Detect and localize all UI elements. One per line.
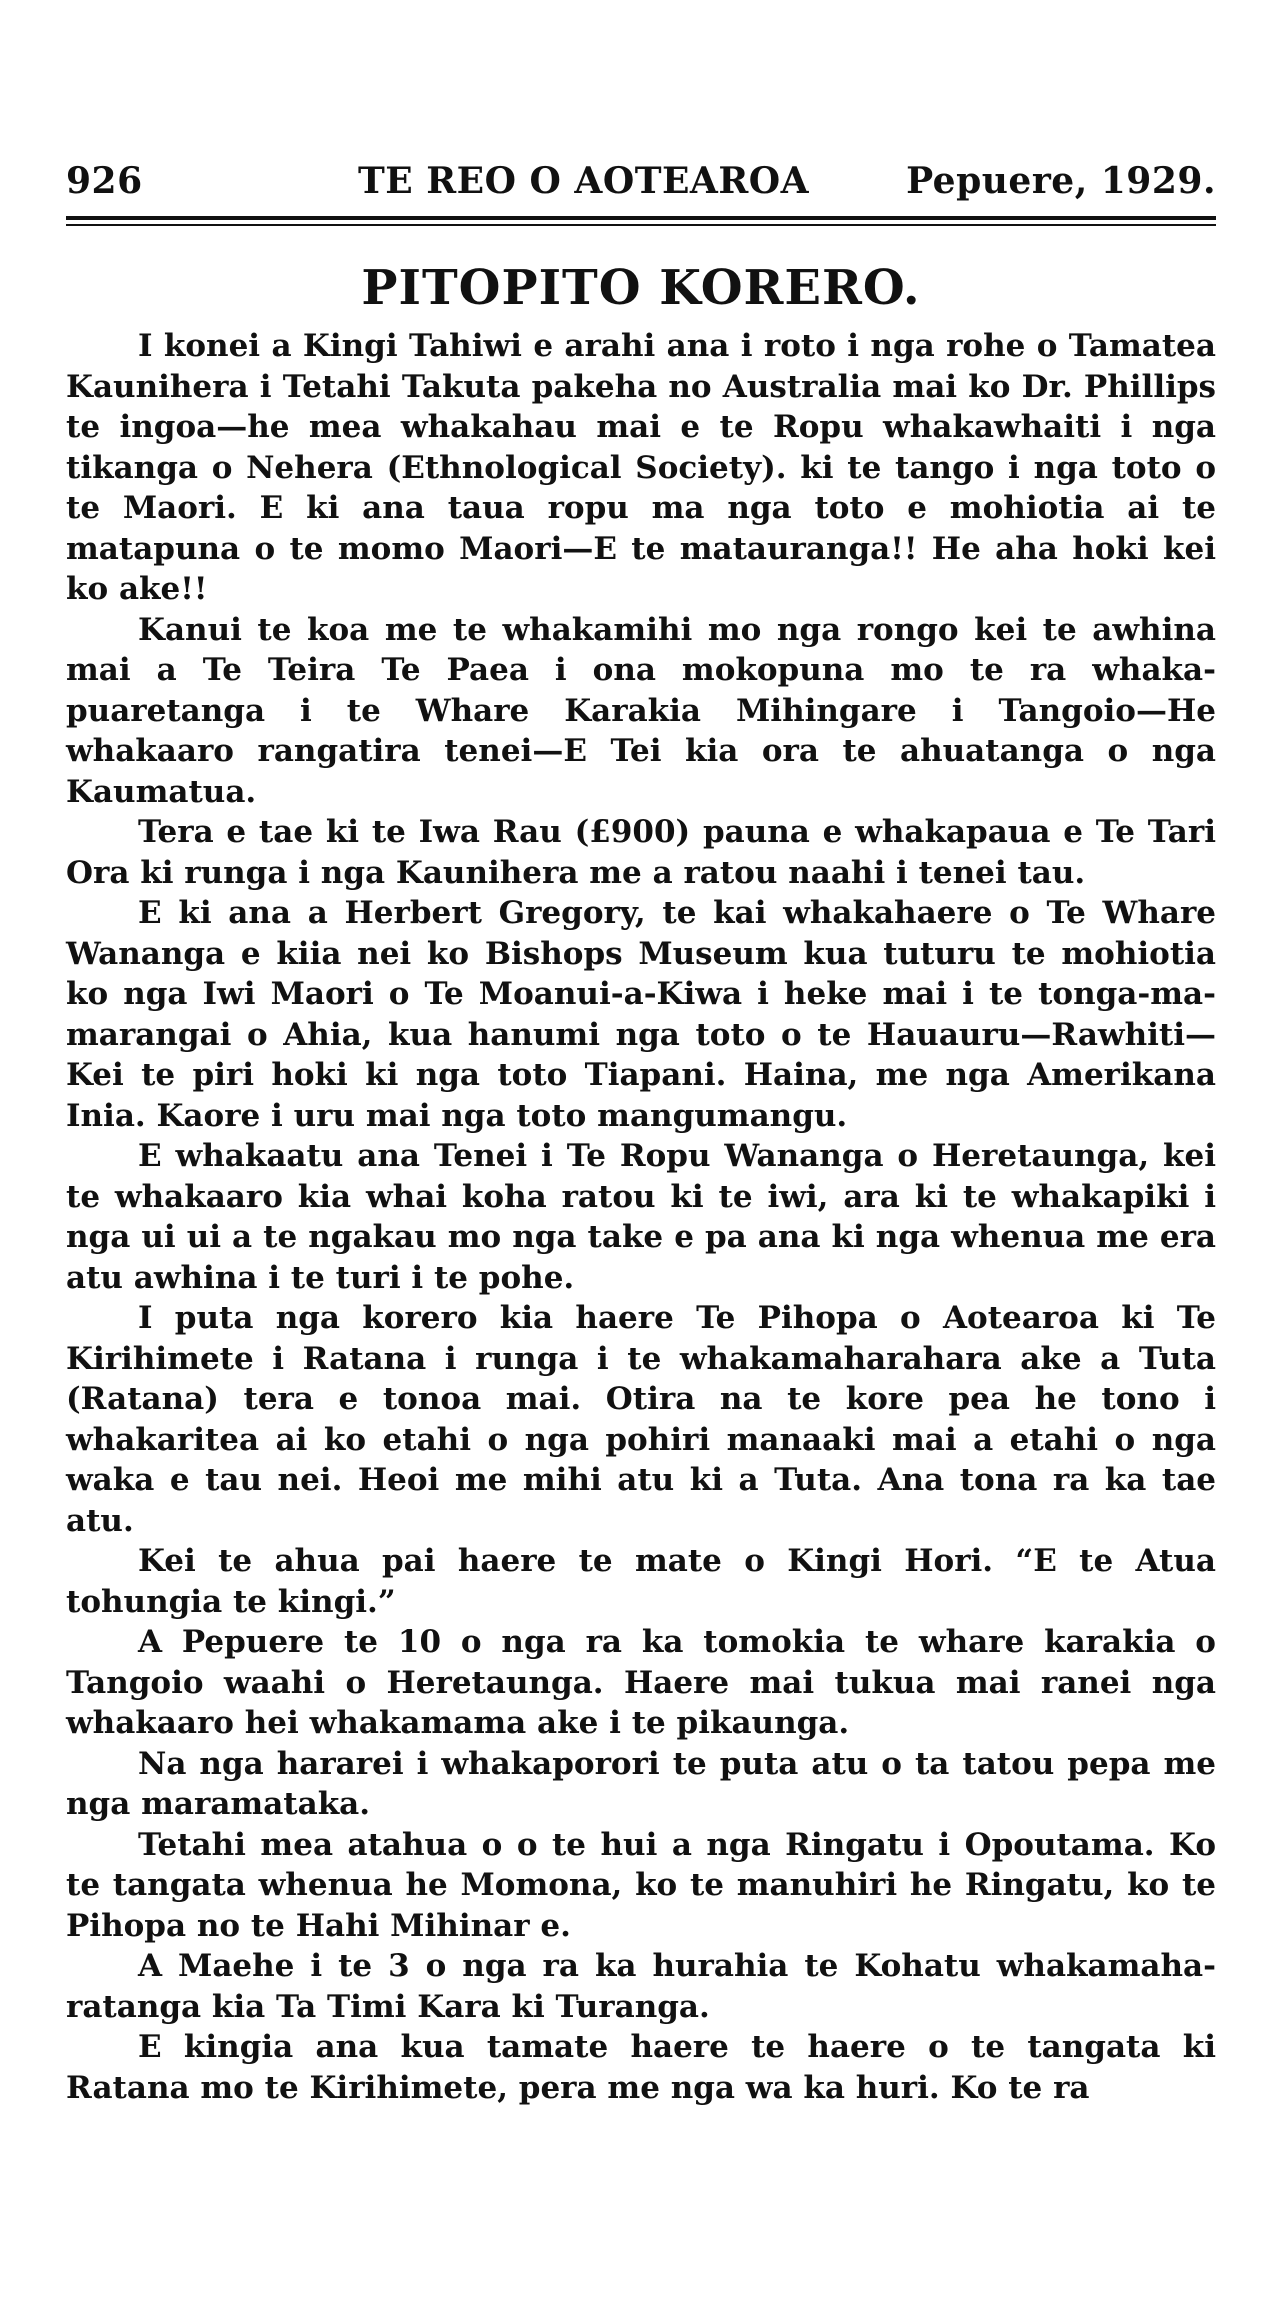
paragraph-2: Kanui te koa me te whakamihi mo nga rongo kei te awhina mai a Te Teira Te Paea i ona mokopuna mo te ra whakapuaretanga i te Whare Karakia Mihingare i Tangoio—He whakaaro rangatira tenei—E Tei kia ora te ahuatanga o nga Kaumatua. — [66, 611, 1216, 810]
header-rule-thick — [66, 216, 1216, 220]
paragraph-11: A Maehe i te 3 o nga ra ka hurahia te Kohatu whakamaharatanga kia Ta Timi Kara ki Turanga. — [66, 1948, 1216, 2025]
paragraph-3: Tera e tae ki te Iwa Rau (£900) pauna e whakapaua e Te Tari Ora ki runga i nga Kaunihera me a ratou naahi i tenei tau. — [66, 814, 1216, 891]
page-number: 926 — [66, 160, 143, 202]
paragraph-9: Na nga hararei i whakaporori te puta atu o ta tatou pepa me nga maramataka. — [66, 1745, 1216, 1822]
paragraph-5: E whakaatu ana Tenei i Te Ropu Wananga o Heretaunga, kei te whakaaro kia whai koha ratou ki te iwi, ara ki te whakapiki i nga ui ui a te ngakau mo nga take e pa ana ki nga whenua me era atu awhina i te turi i te pohe. — [66, 1138, 1216, 1296]
paragraph-8: A Pepuere te 10 o nga ra ka tomokia te whare karakia o Tangoio waahi o Heretaunga. Haere mai tukua mai ranei nga whakaaro hei whakamama ake i te pikaunga. — [66, 1624, 1216, 1741]
paragraph-1: I konei a Kingi Tahiwi e arahi ana i roto i nga rohe o Tamatea Kaunihera i Tetahi Takuta pakeha no Australia mai ko Dr. Phillips te ingoa—he mea whakahau mai e te Ropu whakawhaiti i nga tikanga o Nehera (Ethnological Society). ki te tango i nga toto o te Maori. E ki ana taua ropu ma nga toto e mohiotia ai te matapuna o te momo Maori—E te matauranga!! He aha hoki kei ko ake!! — [66, 328, 1216, 607]
running-header — [66, 160, 1216, 208]
issue-date: Pepuere, 1929. — [906, 160, 1216, 202]
paragraph-6: I puta nga korero kia haere Te Pihopa o Aotearoa ki Te Kirihimete i Ratana i runga i te whakamaharahara ake a Tuta (Ratana) tera e tonoa mai. Otira na te kore pea he tono i whakaritea ai ko etahi o nga pohiri manaaki mai a etahi o nga waka e tau nei. Heoi me mihi atu ki a Tuta. Ana tona ra ka tae atu. — [66, 1300, 1216, 1539]
article-title: PITOPITO KORERO. — [361, 260, 921, 316]
paragraph-12: E kingia ana kua tamate haere te haere o te tangata ki Ratana mo te Kirihimete, pera me nga wa ka huri. Ko te ra — [66, 2029, 1216, 2106]
paragraph-4: E ki ana a Herbert Gregory, te kai whakahaere o Te Whare Wananga e kiia nei ko Bishops Museum kua tuturu te mohiotia ko nga Iwi Maori o Te Moanui-a-Kiwa i heke mai i te tonga-ma-marangai o Ahia, kua hanumi nga toto o te Hauauru—Rawhiti—Kei te piri hoki ki nga toto Tiapani. Haina, me nga Amerikana Inia. Kaore i uru mai nga toto mangumangu. — [66, 895, 1216, 1134]
header-rule-thin — [66, 224, 1216, 226]
paragraph-10: Tetahi mea atahua o o te hui a nga Ringatu i Opoutama. Ko te tangata whenua he Momona, ko te manuhiri he Ringatu, ko te Pihopa no te Hahi Mihinar e. — [66, 1826, 1216, 1944]
page — [66, 160, 1216, 2108]
article-body — [66, 326, 1216, 2108]
journal-title: TE REO O AOTEAROA — [358, 160, 810, 202]
paragraph-7: Kei te ahua pai haere te mate o Kingi Hori. “E te Atua tohungia te kingi.” — [66, 1543, 1216, 1620]
